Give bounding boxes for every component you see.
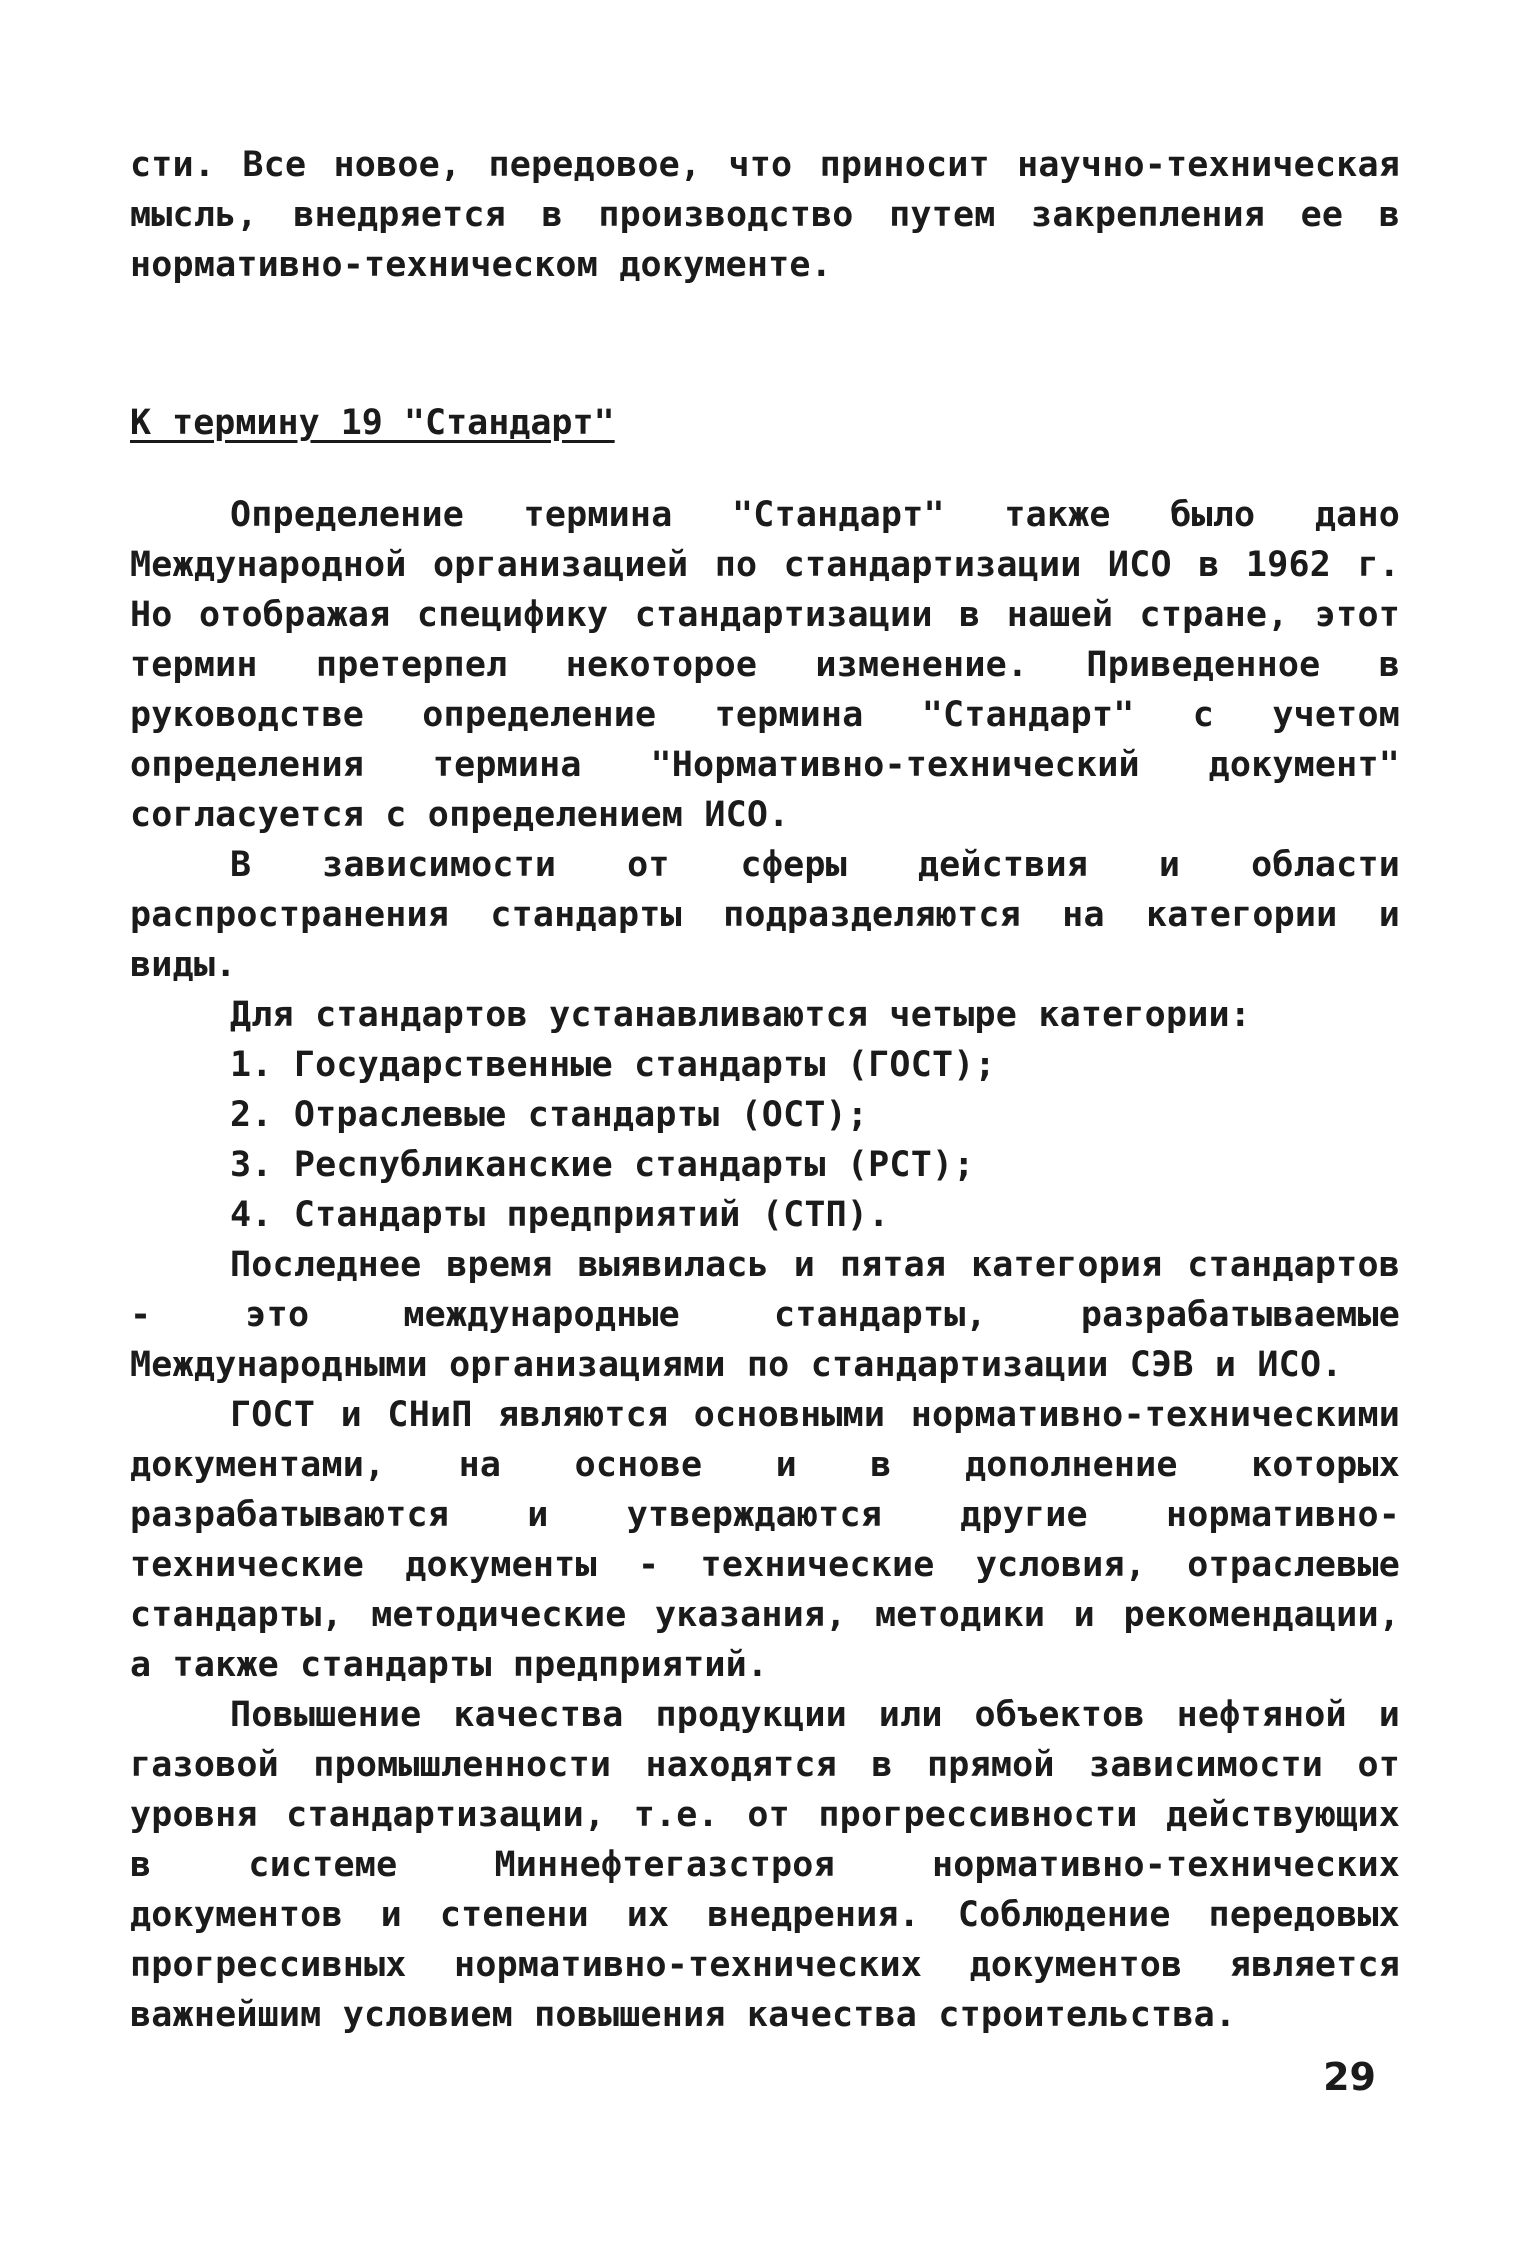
- section-body: [130, 490, 1400, 2040]
- paragraph-gost-snip: ГОСТ и СНиП являются основными нормативно-техническими документами, на основе и в дополнение которых разрабатываются и утверждаются другие нормативно-технические документы - технические условия, отраслевые стандарты, методические указания, методики и рекомендации, а также стандарты предприятий.: [130, 1395, 1400, 1685]
- list-item: 3. Республиканские стандарты (РСТ);: [230, 1145, 975, 1185]
- paragraph-fifth-category: Последнее время выявилась и пятая категория стандартов - это международные стандарты, разрабатываемые Международными организациями по стандартизации СЭВ и ИСО.: [130, 1245, 1400, 1385]
- list-item: 1. Государственные стандарты (ГОСТ);: [230, 1045, 996, 1085]
- paragraph-definition: Определение термина "Стандарт" также было дано Международной организацией по стандартизации ИСО в 1962 г. Но отображая специфику стандартизации в нашей стране, этот термин претерпел некоторое изменение. Приведенное в руководстве определение термина "Стандарт" с учетом определения термина "Нормативно-технический документ" согласуется с определением ИСО.: [130, 495, 1400, 835]
- paragraph-four-categories: Для стандартов устанавливаются четыре категории:: [230, 995, 1252, 1035]
- continuation-text-block: [130, 140, 1400, 290]
- list-item: 4. Стандарты предприятий (СТП).: [230, 1195, 890, 1235]
- paragraph-quality: Повышение качества продукции или объектов нефтяной и газовой промышленности находятся в прямой зависимости от уровня стандартизации, т.е. от прогрессивности действующих в системе Миннефтегазстроя нормативно-технических документов и степени их внедрения. Соблюдение передовых прогрессивных нормативно-технических документов является важнейшим условием повышения качества строительства.: [130, 1695, 1400, 2035]
- continuation-paragraph: сти. Все новое, передовое, что приносит научно-техническая мысль, внедряется в производство путем закрепления ее в нормативно-техническом документе.: [130, 145, 1400, 285]
- section-heading: К термину 19 "Стандарт": [130, 403, 615, 443]
- list-item: 2. Отраслевые стандарты (ОСТ);: [230, 1095, 869, 1135]
- paragraph-categories-intro: В зависимости от сферы действия и области распространения стандарты подразделяются на категории и виды.: [130, 845, 1400, 985]
- page-number: 29: [1323, 2055, 1376, 2099]
